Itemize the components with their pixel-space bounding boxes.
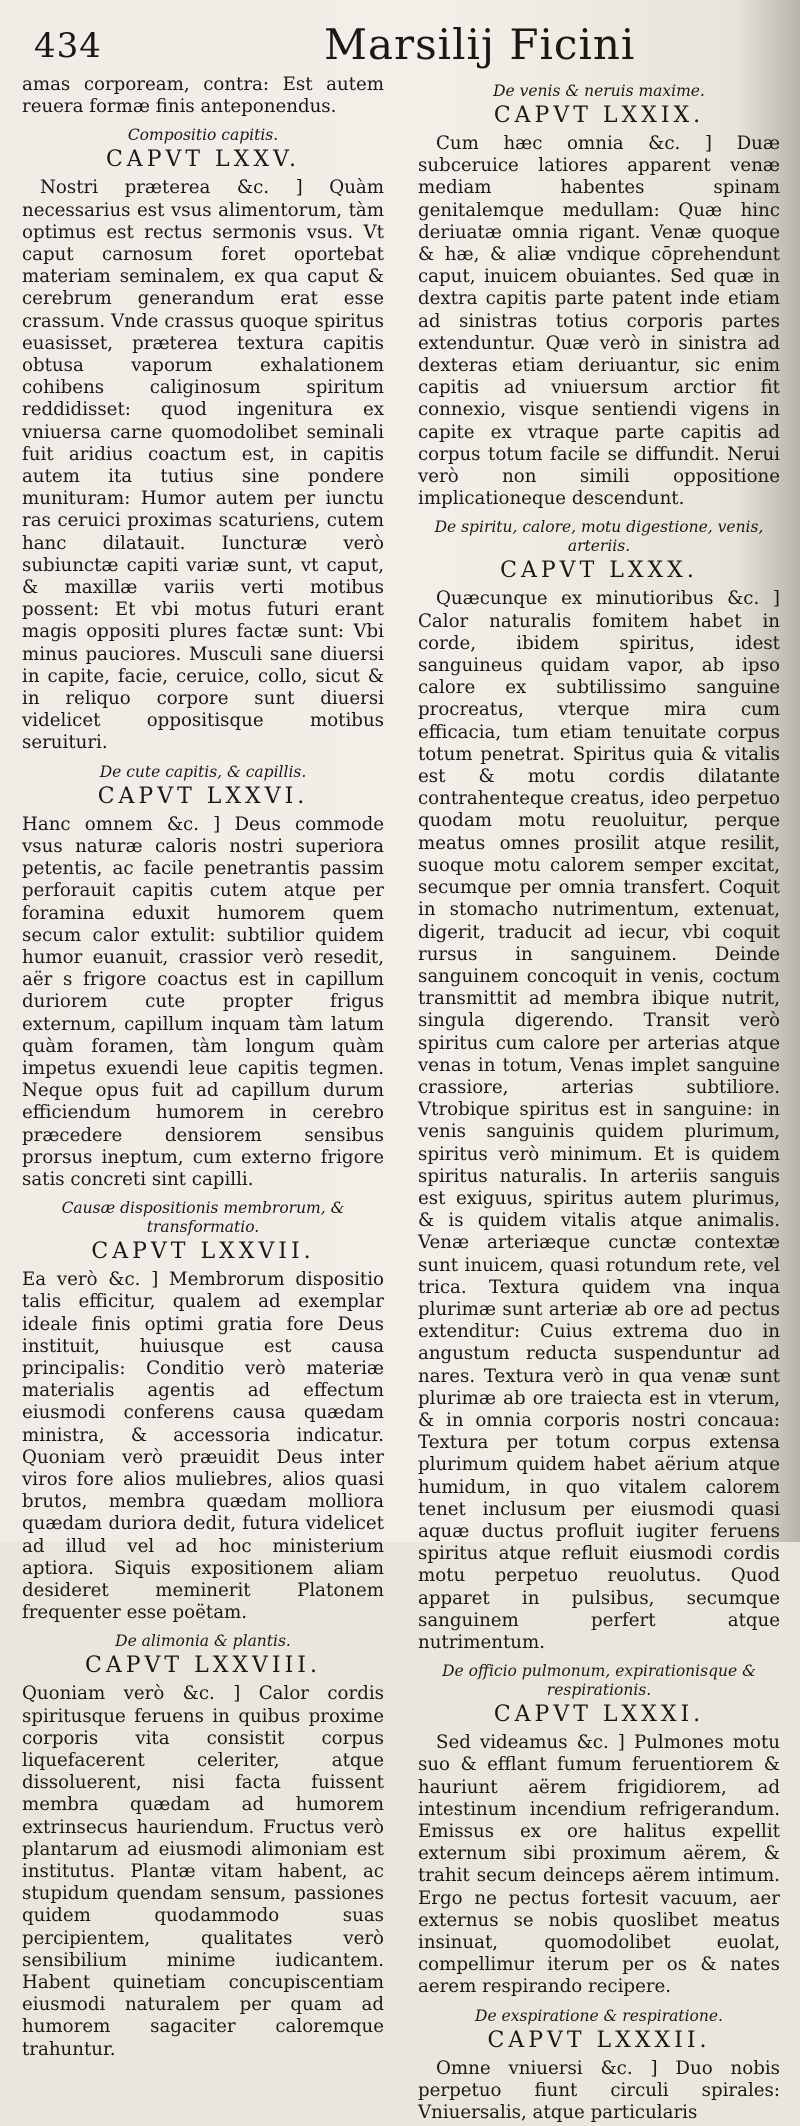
- chapter-heading: CAPVT LXXVII.: [91, 1239, 315, 1265]
- paragraph: Quoniam verò &c. ] Calor cordis spiritusque feruens in quibus proxime corporis vita consistit corpus liquefacerent celeriter, atque dissoluerent, nisi facta fuissent membra quædam ad humorem extrinsecus hauriendum. Fructus verò plantarum ad eiusmodi alimoniam est institutus. Plantæ vitam habent, ac stupidum quendam sensum, passiones quidem quodammodo suas percipientem, qualitates verò sensibilium minime iudicantem. Habent quinetiam concupiscentiam eiusmodi naturalem per quam ad humorem sagaciter caloremque trahuntur.: [22, 1683, 384, 2060]
- chapter-heading: CAPVT LXXV.: [105, 147, 301, 173]
- chapter-heading: CAPVT LXXIX.: [493, 103, 705, 128]
- section-rubric: De cute capitis, & capillis.: [99, 762, 307, 781]
- chapter-heading: CAPVT LXXXII.: [487, 2027, 711, 2053]
- page-header: [34, 18, 754, 74]
- paragraph: Hanc omnem &c. ] Deus commode vsus naturæ caloris nostri superiora petentis, ac facile penetrantis passim perforauit capitis cutem atque per foramina eduxit humorem quem secum calor extulit: subtilior quidem humor euanuit, crassior verò resedit, aër s frigore coactus est in capillum duriorem cute propter frigus externum, capillum inquam tàm latum quàm foramen, tàm longum quàm impetus exuendi leue capitis tegmen. Neque opus fuit ad capillum durum efficiendum humorem in cerebro præcedere densiorem sensibus prorsus ineptum, cum externo frigore satis concreti sint capilli.: [22, 813, 384, 1190]
- right-column: [418, 74, 780, 2126]
- running-title: Marsilij Ficini: [324, 20, 636, 69]
- chapter-heading: CAPVT LXXX.: [500, 558, 698, 584]
- section-rubric: Compositio capitis.: [127, 126, 279, 145]
- paragraph: Ea verò &c. ] Membrorum dispositio talis efficitur, qualem ad exemplar ideale finis optimi gratia fore Deus instituit, huiusque est causa principalis: Conditio verò materiæ materialis agentis ad effectum eiusmodi conferens causa quædam ministra, & accessoria indicatur. Quoniam verò præuidit Deus inter viros fore alios muliebres, alios quasi brutos, membra quædam molliora quædam duriora dedit, futura videlicet ad illud vel ad hoc ministerium aptiora. Siquis expositionem aliam desideret meminerit Platonem frequenter esse poëtam.: [22, 1269, 384, 1624]
- paragraph: Sed videamus &c. ] Pulmones motu suo & efflant fumum feruentiorem & hauriunt aërem frigidiorem, ad intestinum incendium refrigerandum. Emissus ex ore halitus expellit externum sibi proximum aërem, & trahit secum deinceps aërem intimum. Ergo ne pectus fortesit vacuum, aer externus se nobis quoslibet meatus insinuat, quomodolibet euolat, compellimur iterum per os & nates aerem respirando recipere.: [418, 1732, 780, 1998]
- paragraph: Quæcunque ex minutioribus &c. ] Calor naturalis fomitem habet in corde, ibidem spiritus, idest sanguineus quidam vapor, ab ipso calore ex subtilissimo sanguine procreatus, vterque mira cum efficacia, tum etiam tenuitate corpus totum penetrat. Spiritus quia & vitalis est & motu cordis dilatante contrahenteque creatus, ideo perpetuo quodam motu reuoluitur, perque meatus omnes prosilit atque resilit, suoque motu calorem semper excitat, secumque per omnia transfert. Coquit in stomacho nutrimentum, extenuat, digerit, traducit ad iecur, vbi coquit rursus in sanguinem. Deinde sanguinem concoquit in venis, coctum transmittit ad membra ibique nutrit, singula digerendo. Transit verò spiritus cum calore per arterias atque venas in totum, Venas implet sanguine crassiore, arterias subtiliore. Vtrobique spiritus est in sanguine: in venis sanguinis quidem plurimum, spiritus verò minimum. Et is quidem spiritus naturalis. In arteriis sanguis est exiguus, spiritus autem plurimus, & is quidem vitalis atque animalis. Venæ arteriæque cunctæ contextæ sunt inuicem, quasi rotundum rete, vel trica. Textura quidem vna inqua plurimæ sunt arteriæ ab ore ad pectus extenditur: Cuius extrema duo in angustum reducta suspenduntur ad nares. Textura verò in qua venæ sunt plurimæ ab ore traiecta est in vterum, & in omnia corporis nostri concaua: Textura per totum corpus extensa plurimum quidem habet aërium atque humidum, in quo vitalem calorem tenet inclusum per eiusmodi quasi aquæ ductus profluit iugiter feruens spiritus atque refluit eiusmodi cordis motu perpetuo reuolutus. Quod apparet in pulsibus, secumque sanguinem perfert atque nutrimentum.: [418, 588, 780, 1653]
- section-rubric: De officio pulmonum, expirationisque & respirationis.: [442, 1662, 756, 1700]
- section-rubric: De venis & neruis maxime.: [493, 82, 705, 100]
- paragraph: Nostri præterea &c. ] Quàm necessarius est vsus alimentorum, tàm optimus est rectus sermonis vsus. Vt caput carnosum foret oportebat materiam seminalem, ex qua caput & cerebrum generandum erat esse crassum. Vnde crassus quoque spiritus euasisset, præterea textura capitis obtusa vaporum exhalationem cohibens caliginosum spiritum reddidisset: quod ingenitura ex vniuersa carne quomodolibet seminali fuit aridius coactum est, in capitis autem ita tutius sine pondere munituram: Humor autem per iunctu ras ceruici proximas scaturiens, cutem hanc dilatauit. Iuncturæ verò subiunctæ capiti variæ sunt, vt caput, & maxillæ variis verti motibus possent: Et vbi motus futuri erant magis oppositi plures factæ sunt: Vbi minus pauciores. Musculi sane diuersi in capite, facie, ceruice, collo, sicut & in reliquo corpore sunt diuersi videlicet oppositisque motibus seruituri.: [22, 177, 384, 754]
- section-rubric: De exspiratione & respiratione.: [475, 2006, 723, 2025]
- section-rubric: De alimonia & plantis.: [115, 1632, 291, 1651]
- section-rubric: De spiritu, calore, motu digestione, venis, arteriis.: [434, 518, 764, 556]
- chapter-heading: CAPVT LXXVI.: [97, 783, 309, 809]
- left-column: [22, 74, 384, 2063]
- paragraph: amas corpoream, contra: Est autem reuera formæ finis anteponendus.: [22, 74, 384, 118]
- paragraph: Omne vniuersi &c. ] Duo nobis perpetuo fiunt circuli spirales: Vniuersalis, atque particularis: [418, 2057, 780, 2124]
- paragraph: Cum hæc omnia &c. ] Duæ subceruice latiores apparent venæ mediam habentes spinam genitalemque medullam: Quæ hinc deriuatæ omnia rigant. Venæ quoque & hæ, & aliæ vndique cōprehendunt caput, inuicem obuiantes. Sed quæ in dextra capitis parte patent inde etiam ad sinistras totius corporis partes extenduntur. Quæ verò in sinistra ad dexteras etiam deriuantur, sic enim capitis ad vniuersum arctior fit connexio, visque sentiendi vigens in capite ex vtraque parte capitis ad corpus totum facile se diffundit. Nerui verò non simili oppositione implicationeque descendunt.: [418, 133, 780, 510]
- page-number: 434: [34, 26, 102, 66]
- section-rubric: Causæ dispositionis membrorum, & transformatio.: [61, 1199, 345, 1237]
- chapter-heading: CAPVT LXXVIII.: [85, 1653, 321, 1679]
- chapter-heading: CAPVT LXXXI.: [493, 1702, 705, 1728]
